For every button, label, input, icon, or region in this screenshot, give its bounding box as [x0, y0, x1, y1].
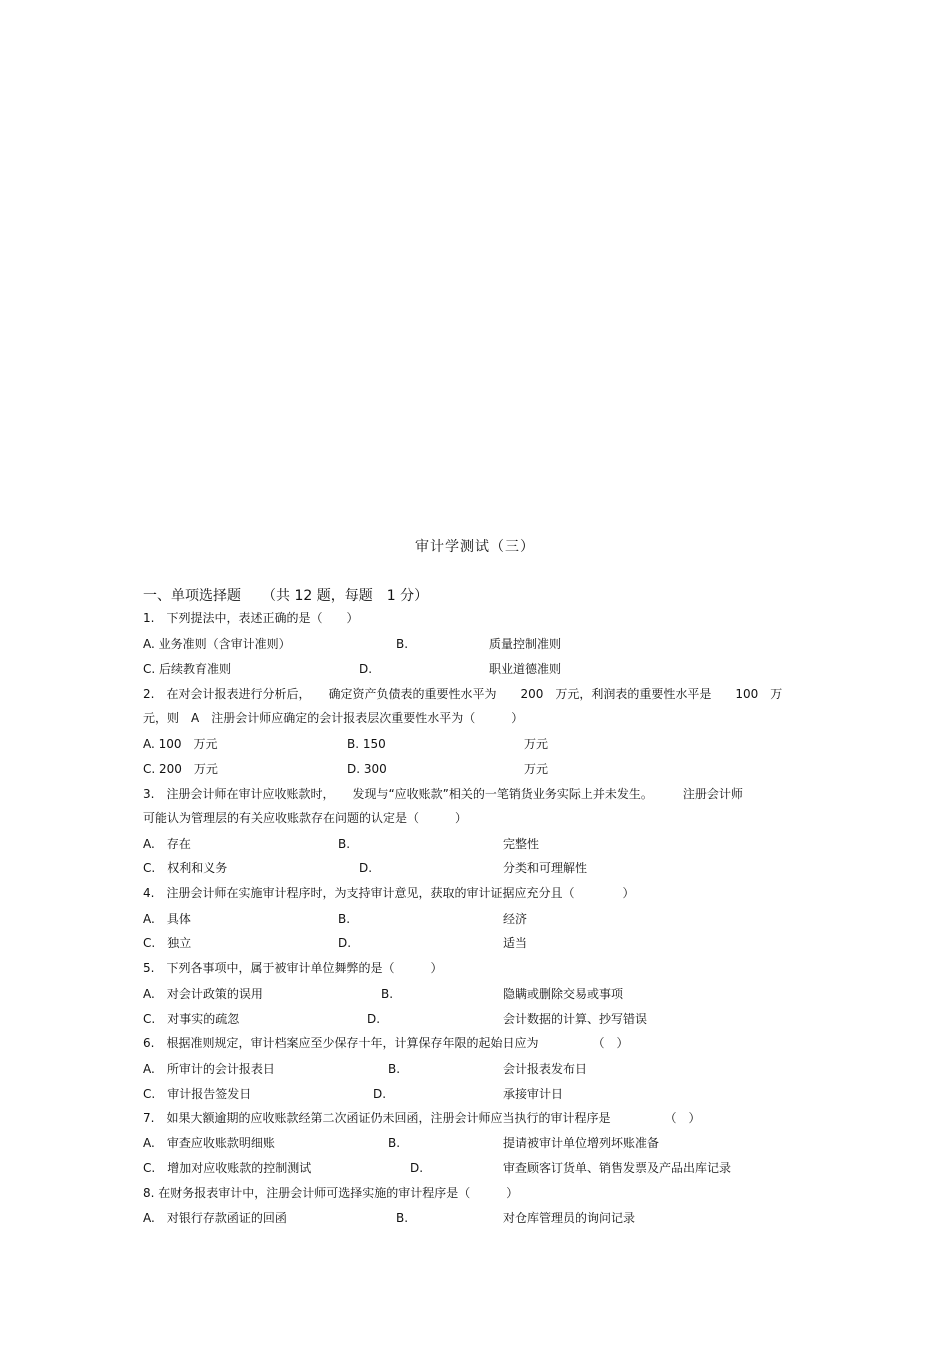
option-c: C. 独立 — [143, 936, 192, 950]
option-b-label: B. — [396, 1211, 409, 1225]
option-c: C. 对事实的疏忽 — [143, 1012, 240, 1026]
option-d-label: D. — [359, 861, 373, 875]
option-b-label: B. — [396, 637, 409, 651]
question-stem: 5. 下列各事项中，属于被审计单位舞弊的是（ ） — [143, 961, 443, 975]
question-stem: 7. 如果大额逾期的应收账款经第二次函证仍未回函，注册会计师应当执行的审计程序是 （ ） — [143, 1111, 701, 1125]
question-stem: 3. 注册会计师在审计应收账款时， 发现与“应收账款”相关的一笔销货业务实际上并未发生。 注册会计师 — [143, 787, 743, 801]
option-b-label: B. — [338, 837, 351, 851]
question-stem-cont: 可能认为管理层的有关应收账款存在问题的认定是（ ） — [143, 811, 468, 825]
option-d-text: 适当 — [503, 936, 528, 950]
option-d-text: 万元 — [524, 762, 549, 776]
section-heading: 一、单项选择题 （共 12 题，每题 1 分） — [143, 588, 429, 604]
option-c: C. 200 万元 — [143, 762, 218, 776]
option-c: C. 权利和义务 — [143, 861, 228, 875]
option-b-text: 完整性 — [503, 837, 540, 851]
option-a: A. 存在 — [143, 837, 191, 851]
question-stem: 6. 根据准则规定，审计档案应至少保存十年，计算保存年限的起始日应为 （ ） — [143, 1036, 629, 1050]
option-d-label: D. — [338, 936, 352, 950]
option-b-label: B. — [381, 987, 394, 1001]
document-title: 审计学测试（三） — [415, 539, 535, 555]
option-b-text: 万元 — [524, 737, 549, 751]
question-stem: 4. 注册会计师在实施审计程序时，为支持审计意见，获取的审计证据应充分且（ ） — [143, 886, 635, 900]
option-b-label: B. — [338, 912, 351, 926]
option-d-label: D. — [367, 1012, 381, 1026]
option-a: A. 业务准则（含审计准则） — [143, 637, 291, 651]
option-d-text: 审查顾客订货单、销售发票及产品出库记录 — [503, 1161, 732, 1175]
option-b-text: 提请被审计单位增列坏账准备 — [503, 1136, 660, 1150]
option-d-label: D. — [410, 1161, 424, 1175]
option-b-text: 经济 — [503, 912, 528, 926]
question-stem: 2. 在对会计报表进行分析后， 确定资产负债表的重要性水平为 200 万元，利润表的重要性水平是 100 万 — [143, 687, 783, 701]
option-a: A. 具体 — [143, 912, 191, 926]
option-c: C. 审计报告签发日 — [143, 1087, 252, 1101]
option-c: C. 后续教育准则 — [143, 662, 232, 676]
option-d-text: 分类和可理解性 — [503, 861, 588, 875]
option-a: A. 审查应收账款明细账 — [143, 1136, 275, 1150]
option-b-text: 隐瞒或删除交易或事项 — [503, 987, 624, 1001]
option-b-label: B. — [388, 1062, 401, 1076]
option-d-label: D. — [359, 662, 373, 676]
question-stem-cont: 元，则 A 注册会计师应确定的会计报表层次重要性水平为（ ） — [143, 711, 524, 725]
option-a: A. 100 万元 — [143, 737, 218, 751]
option-b-label: B. — [388, 1136, 401, 1150]
option-b-text: 质量控制准则 — [489, 637, 562, 651]
option-a: A. 所审计的会计报表日 — [143, 1062, 275, 1076]
option-c: C. 增加对应收账款的控制测试 — [143, 1161, 312, 1175]
option-a: A. 对银行存款函证的回函 — [143, 1211, 287, 1225]
option-d-label: D. 300 — [347, 762, 387, 776]
question-stem: 8. 在财务报表审计中，注册会计师可选择实施的审计程序是（ ） — [143, 1186, 519, 1200]
option-a: A. 对会计政策的误用 — [143, 987, 263, 1001]
question-stem: 1. 下列提法中，表述正确的是（ ） — [143, 611, 359, 625]
option-d-text: 承接审计日 — [503, 1087, 564, 1101]
option-b-label: B. 150 — [347, 737, 386, 751]
option-b-text: 对仓库管理员的询问记录 — [503, 1211, 636, 1225]
option-d-text: 职业道德准则 — [489, 662, 562, 676]
option-d-text: 会计数据的计算、抄写错误 — [503, 1012, 648, 1026]
option-d-label: D. — [373, 1087, 387, 1101]
option-b-text: 会计报表发布日 — [503, 1062, 588, 1076]
